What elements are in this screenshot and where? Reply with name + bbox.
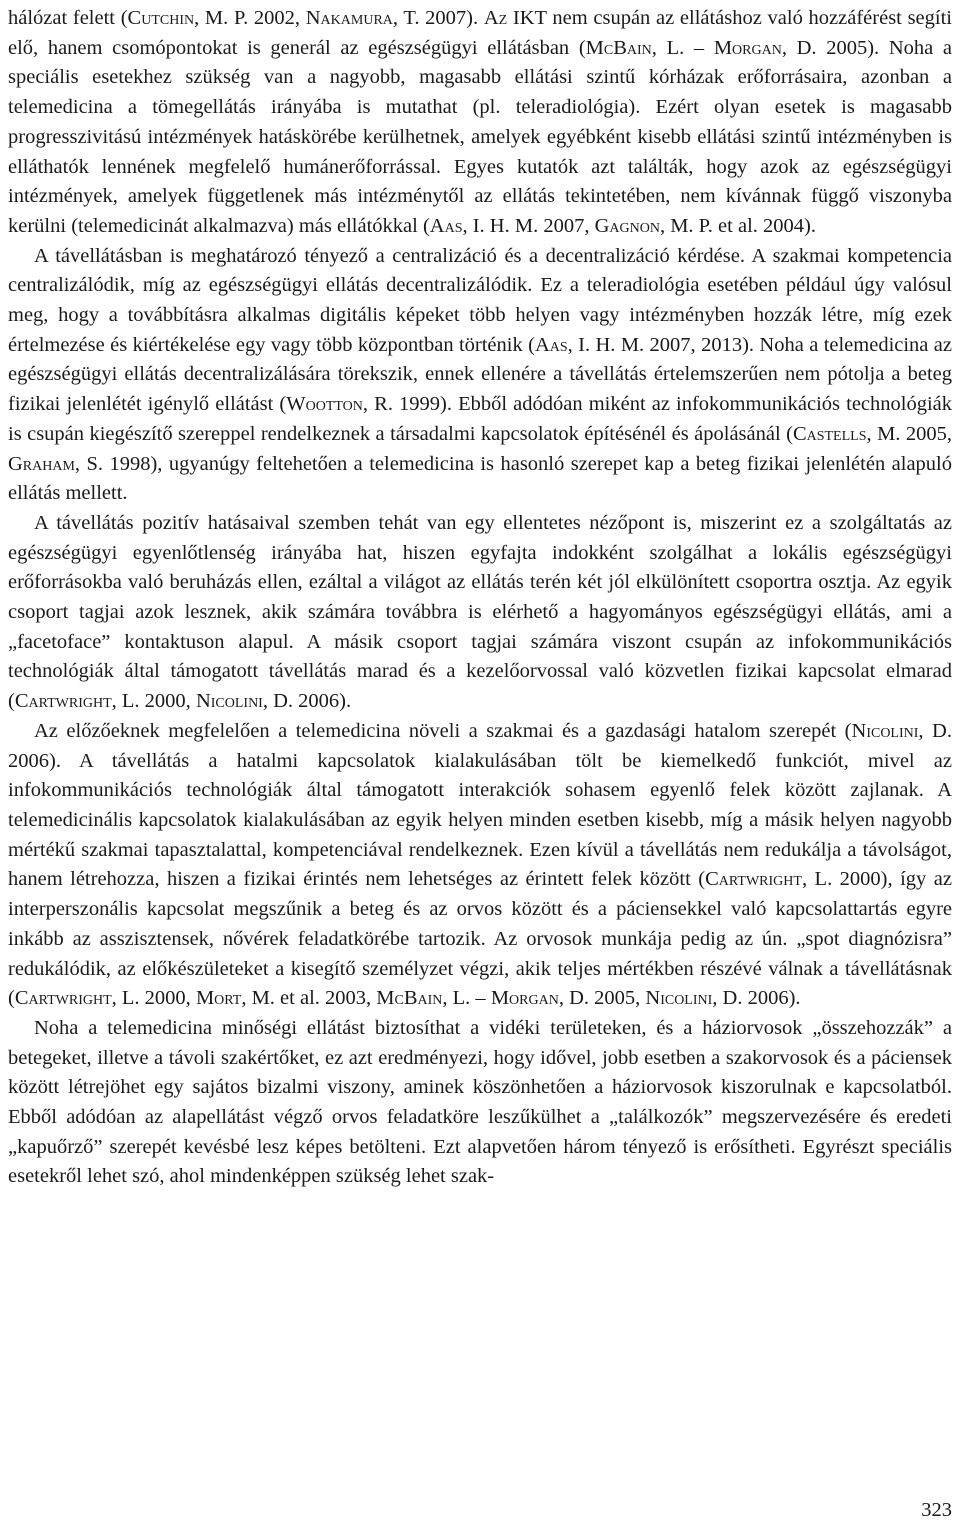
cited-author: Cartwright	[14, 690, 112, 713]
cited-author: Nicolini	[851, 719, 919, 742]
text-run: , M. P. 2002,	[194, 7, 306, 29]
text-run: , L. –	[442, 987, 491, 1010]
cited-author: Cutchin	[127, 7, 195, 29]
text-run: Noha a telemedicina minőségi ellátást biztosíthat a vidéki területeken, és a háziorvosok „összehozzák” a betegeket, illetve a távoli szakértőket, ez azt eredményezi, hogy idővel, jobb esetben a szakorvosok és a páciensek között létrejöhet egy sajátos bizalmi viszony, aminek köszönhetően a háziorvosok kiszorulnak e kapcsolatból. Ebből adódóan az alapellátást végző orvos feladatköre leszűkülhet a „találkozók” megszervezésére és eredeti „kapuőrző” szerepét kevésbé lesz képes betölteni. Ezt alapvetően három tényező is erősítheti. Egyrészt speciális esetekről lehet szó, ahol mindenképpen szükség lehet szak-	[8, 1016, 952, 1188]
cited-author: Morgan	[490, 987, 559, 1010]
paragraph	[8, 1014, 952, 1192]
text-run: , L. 2000,	[111, 987, 196, 1010]
cited-author: Wootton	[286, 393, 363, 416]
cited-author: Graham	[8, 452, 75, 475]
cited-author: Aas	[429, 214, 463, 237]
text-run: , L. –	[651, 36, 714, 59]
text-run: , I. H. M. 2007,	[462, 214, 595, 237]
cited-author: Morgan	[713, 36, 782, 59]
text-run: , D. 2006). A távellátás a hatalmi kapcsolatok kialakulásában tölt be kiemelkedő funkciót, mivel az infokommunikációs technológiák által támogatott interakciók sohasem egyenlő felek között zajlanak. A telemedicinális kapcsolatok kialakulásában az egyik helyen minden esetben kisebb, míg a másik helyen nagyobb mértékű szakmai tapasztalattal, kompetenciával rendelkeznek. Ezen kívül a távellátás nem redukálja a távolságot, hanem létrehozza, hiszen a fizikai érintés nem lehetséges az érintett felek között (	[8, 719, 952, 891]
paragraph	[8, 242, 952, 509]
cited-author: Cartwright	[705, 868, 802, 891]
text-run: , L. 2000), így az interperszonális kapcsolat megszűnik a beteg és az orvos között és a páciensekkel való kapcsolattartás egyre inkább az asszisztensek, nővérek feladatkörébe tartozik. Az orvosok munkája pedig az ún. „spot diagnózisra” redukálódik, az előkészületeket a kisegítő személyzet végzi, akik teljes mértékben részévé válnak a távellátásnak (	[8, 868, 952, 1010]
text-run: , D. 2006).	[262, 690, 352, 713]
cited-author: Nicolini	[195, 690, 263, 713]
cited-author: Castells	[792, 422, 867, 445]
cited-author: Az	[483, 7, 508, 29]
page-number: 323	[921, 1499, 952, 1521]
cited-author: Mort	[195, 987, 242, 1010]
cited-author: Aas	[534, 333, 568, 356]
text-run: , M. 2005,	[866, 422, 952, 445]
text-run: , S. 1998), ugyanúgy feltehetően a telemedicina is hasonló szerepet kap a beteg fizikai jelenlétén alapuló ellátás mellett.	[8, 452, 952, 505]
body-text	[8, 4, 952, 1192]
paragraph	[8, 509, 952, 717]
text-run: , D. 2005,	[558, 987, 646, 1010]
cited-author: Cartwright	[14, 987, 112, 1010]
text-run: , L. 2000,	[111, 690, 196, 713]
paragraph	[8, 4, 952, 242]
text-run: , T. 2007).	[392, 7, 484, 29]
text-run: A távellátás pozitív hatásaival szemben tehát van egy ellentetes nézőpont is, miszerint ez a szolgáltatás az egészségügyi egyenlőtlenség irányába hat, hiszen egyfajta indokként szolgálhat a lokális egészségügyi erőforrásokba való beruházás ellen, ezáltal a világot az ellátás terén két jól elkülönített csoportra osztja. Az egyik csoport tagjai azok lesznek, akik számára továbbra is elérhető a hagyományos egészségügyi ellátás, ami a „facetoface” kontaktuson alapul. A másik csoport tagjai számára viszont csupán az infokommunikációs technológiák által támogatott távellátás marad és a kezelőorvossal való közvetlen fizikai kapcsolat elmarad (	[8, 511, 952, 713]
cited-author: Gagnon	[594, 214, 660, 237]
text-run: , M. P. et al. 2004).	[659, 214, 816, 237]
text-run: , R. 1999). Ebből adódóan miként az infokommunikációs technológiák is csupán kiegészítő szereppel rendelkeznek a társadalmi kapcsolatok építésénél és ápolásánál (	[8, 393, 953, 445]
cited-author: McBain	[376, 987, 443, 1010]
text-run: , D. 2006).	[712, 987, 801, 1010]
text-run: , D. 2005). Noha a speciális esetekhez szükség van a nagyobb, magasabb ellátási szintű kórházak erőforrásaira, azonban a telemedicina a tömegellátás irányába is mutathat (pl. teleradiológia). Ezért olyan esetek is magasabb progresszivitású intézmények hatáskörébe kerülhetnek, amelyek egyébként kisebb ellátási szintű intézményben is elláthatók lennének megfelelő humánerőforrással. Egyes kutatók azt találták, hogy azok az egészségügyi intézmények, amelyek függetlenek más intézménytől az ellátás tekintetében, nem kívánnak függő viszonyba kerülni (telemedicinát alkalmazva) más ellátókkal (	[8, 36, 952, 237]
text-run: IKT nem csupán az ellátáshoz való hozzáférést segíti elő, hanem csomópontokat is generál az egészségügyi ellátásban (	[8, 7, 952, 59]
text-run: , M. et al. 2003,	[241, 987, 377, 1010]
text-run: hálózat felett (	[8, 7, 128, 29]
cited-author: McBain	[585, 36, 652, 59]
text-run: A távellátásban is meghatározó tényező a centralizáció és a decentralizáció kérdése. A szakmai kompetencia centralizálódik, míg az egészségügyi ellátás decentralizálódik. Ez a teleradiológia esetében például úgy valósul meg, hogy a továbbításra alkalmas digitális képeket több helyen vagy intézményben hozzák létre, míg ezek értelmezése és kiértékelése egy vagy több központban történik (	[8, 244, 952, 356]
text-run: Az előzőeknek megfelelően a telemedicina növeli a szakmai és a gazdasági hatalom szerepét (	[34, 719, 852, 742]
text-run: , I. H. M. 2007, 2013). Noha a telemedicina az egészségügyi ellátás decentralizálására törekszik, ennek ellenére a távellátás értelemszerűen nem pótolja a beteg fizikai jelenlétét igénylő ellátást (	[8, 333, 952, 416]
cited-author: Nicolini	[645, 987, 713, 1010]
cited-author: Nakamura	[305, 7, 393, 29]
paragraph	[8, 717, 952, 1014]
